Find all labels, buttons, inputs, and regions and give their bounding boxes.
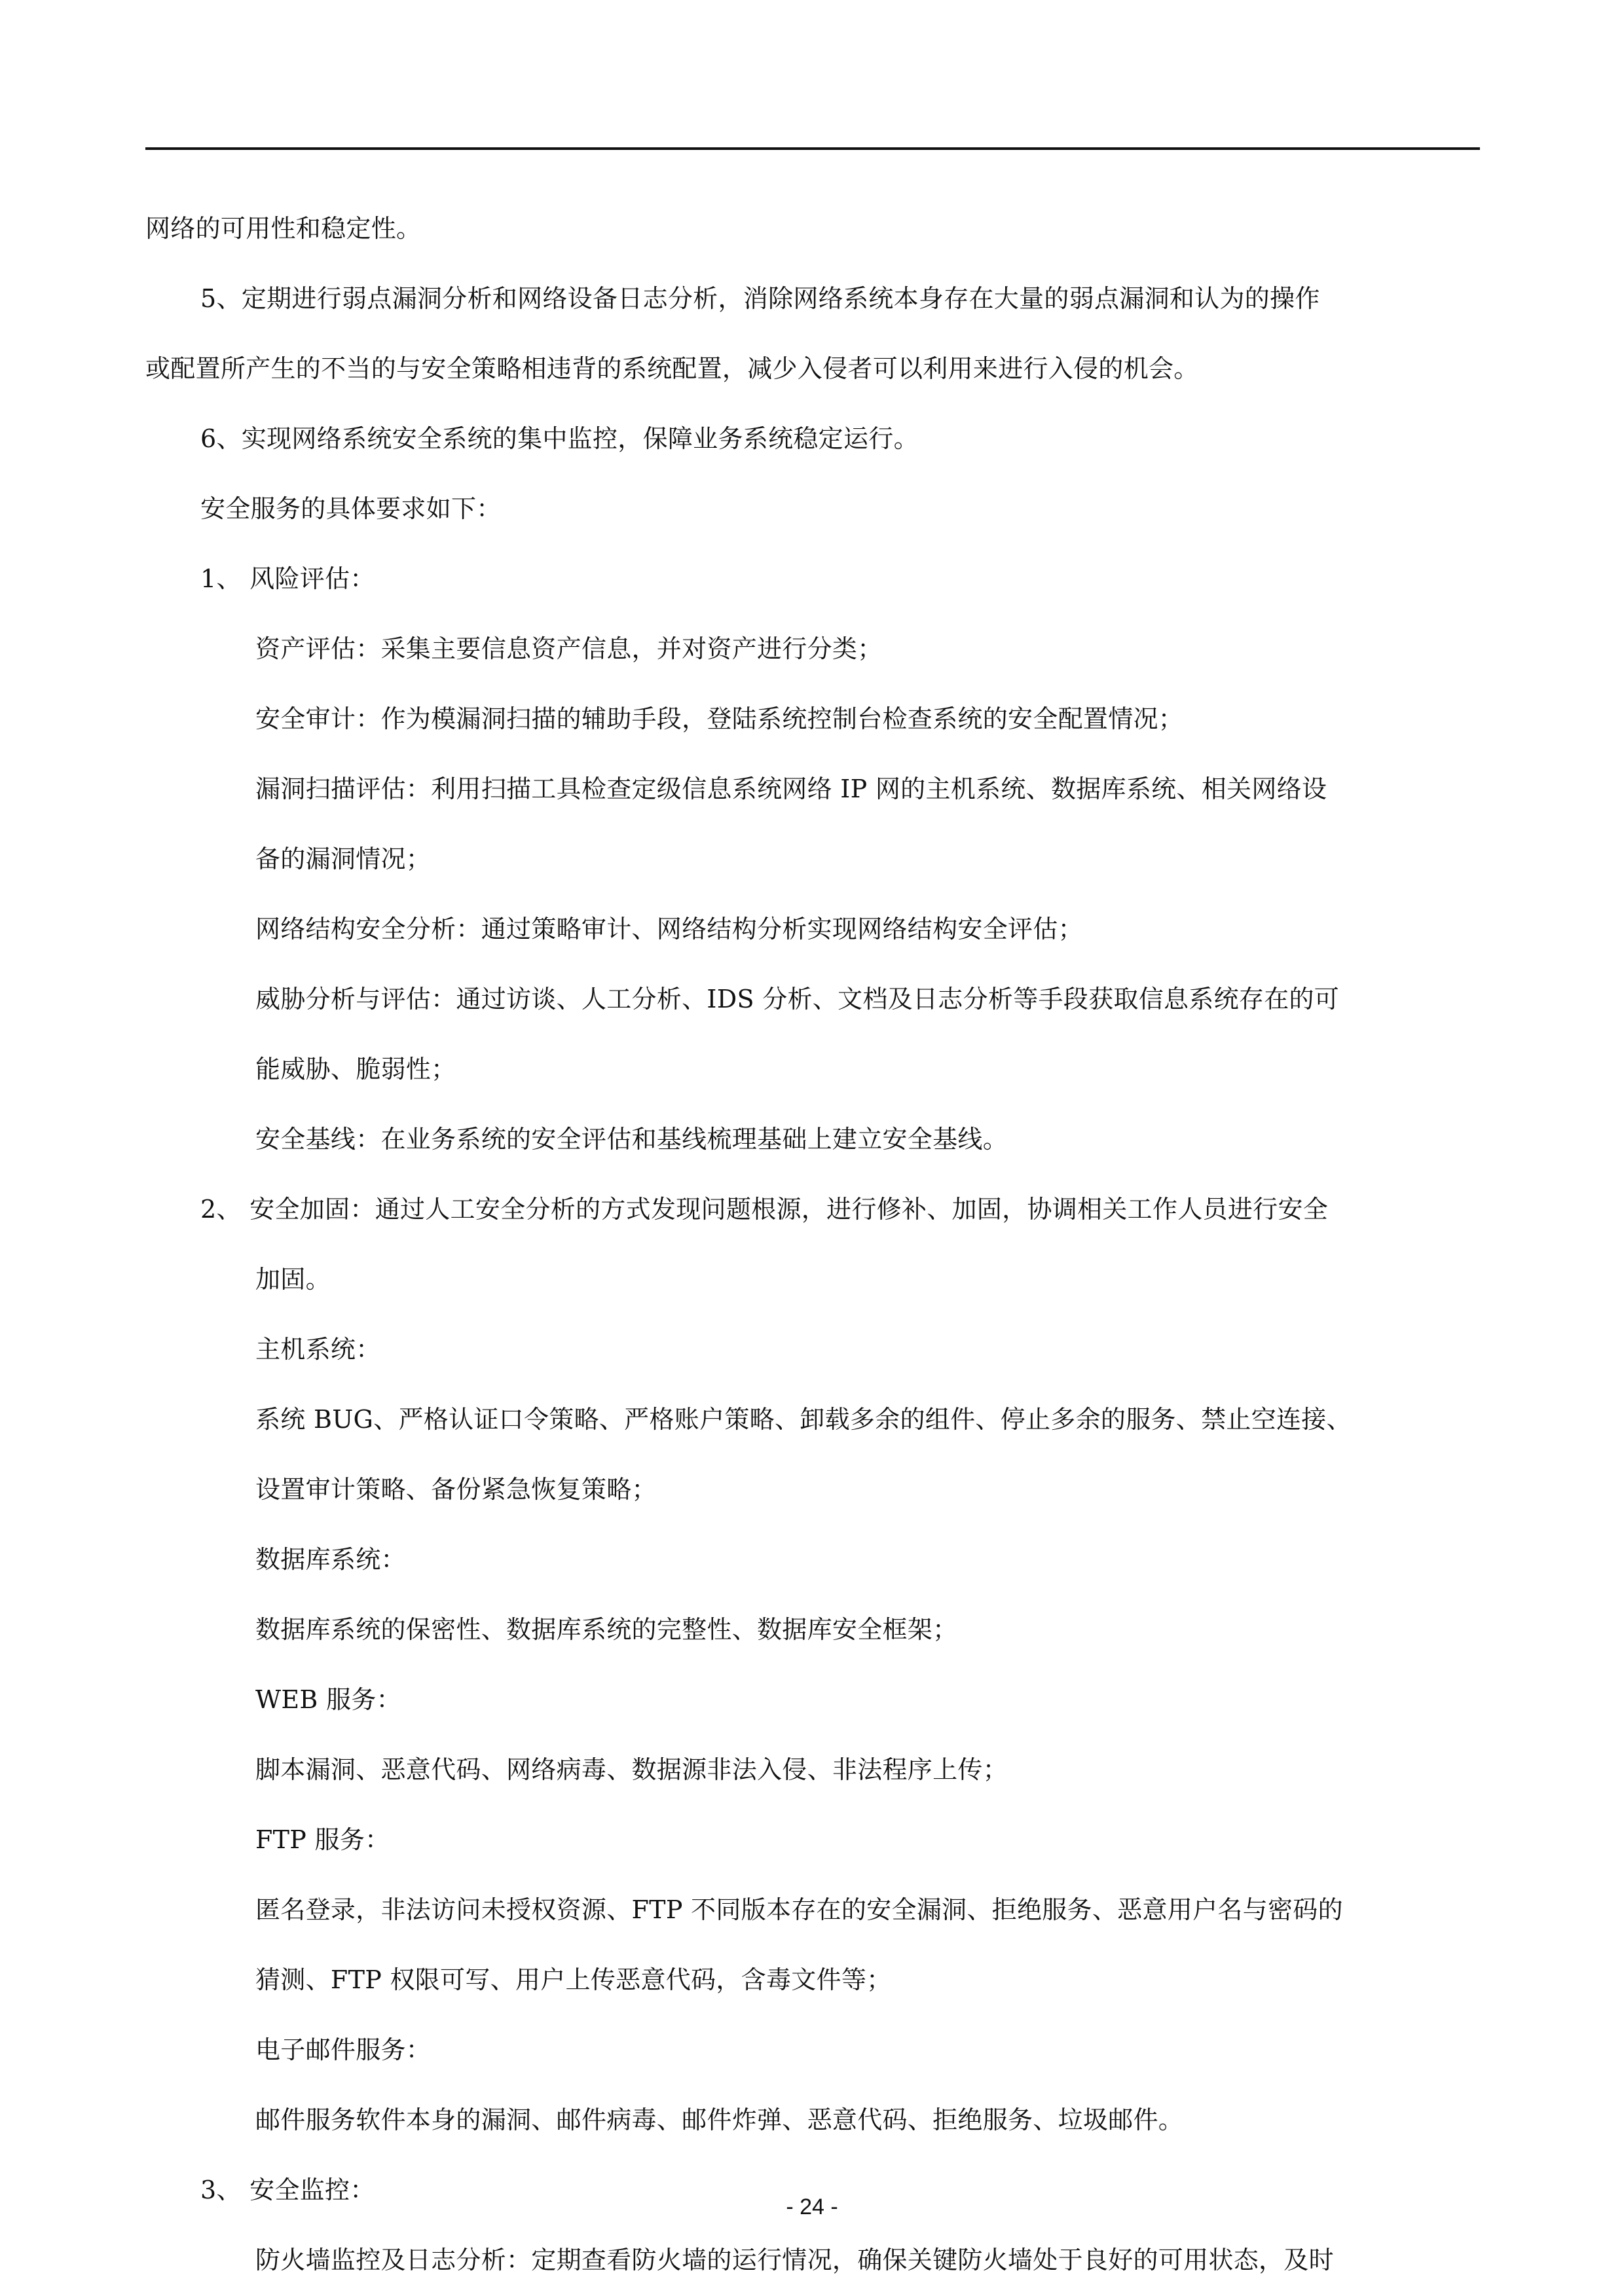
paragraph-line: 防火墙监控及日志分析：定期查看防火墙的运行情况，确保关键防火墙处于良好的可用状态，及时 [255, 2246, 1334, 2274]
paragraph-line: 脚本漏洞、恶意代码、网络病毒、数据源非法入侵、非法程序上传； [255, 1755, 1008, 1784]
paragraph-line: 2、 安全加固：通过人工安全分析的方式发现问题根源，进行修补、加固，协调相关工作人员进行安全 [200, 1195, 1329, 1224]
paragraph-line: 猜测、FTP 权限可写、用户上传恶意代码，含毒文件等； [255, 1965, 892, 1994]
paragraph-line: 匿名登录，非法访问未授权资源、FTP 不同版本存在的安全漏洞、拒绝服务、恶意用户名与密码的 [255, 1895, 1343, 1924]
paragraph-line: 系统 BUG、严格认证口令策略、严格账户策略、卸载多余的组件、停止多余的服务、禁止空连接、 [255, 1405, 1352, 1434]
header-rule [145, 147, 1480, 150]
paragraph-line: 备的漏洞情况； [255, 845, 432, 873]
paragraph-line: WEB 服务： [255, 1685, 401, 1714]
paragraph-line: 网络结构安全分析：通过策略审计、网络结构分析实现网络结构安全评估； [255, 915, 1083, 943]
paragraph-line: 安全服务的具体要求如下： [200, 494, 502, 523]
paragraph-line: 威胁分析与评估：通过访谈、人工分析、IDS 分析、文档及日志分析等手段获取信息系统存在的可 [255, 985, 1340, 1013]
paragraph-line: 数据库系统的保密性、数据库系统的完整性、数据库安全框架； [255, 1615, 958, 1644]
paragraph-line: 1、 风险评估： [200, 564, 375, 593]
paragraph-line: 5、定期进行弱点漏洞分析和网络设备日志分析，消除网络系统本身存在大量的弱点漏洞和认为的操作 [200, 284, 1320, 313]
paragraph-line: 漏洞扫描评估：利用扫描工具检查定级信息系统网络 IP 网的主机系统、数据库系统、相关网络设 [255, 774, 1327, 803]
paragraph-line: 主机系统： [255, 1335, 381, 1364]
page-number: - 24 - [786, 2195, 838, 2219]
paragraph-line: 安全审计：作为模漏洞扫描的辅助手段，登陆系统控制台检查系统的安全配置情况； [255, 704, 1184, 733]
paragraph-line: 网络的可用性和稳定性。 [145, 214, 422, 243]
paragraph-line: 设置审计策略、备份紧急恢复策略； [255, 1475, 657, 1504]
paragraph-line: 电子邮件服务： [255, 2035, 432, 2064]
paragraph-line: FTP 服务： [255, 1825, 390, 1854]
paragraph-line: 安全基线：在业务系统的安全评估和基线梳理基础上建立安全基线。 [255, 1125, 1008, 1154]
paragraph-line: 能威胁、脆弱性； [255, 1055, 456, 1084]
paragraph-line: 数据库系统： [255, 1545, 406, 1574]
paragraph-line: 邮件服务软件本身的漏洞、邮件病毒、邮件炸弹、恶意代码、拒绝服务、垃圾邮件。 [255, 2105, 1184, 2134]
paragraph-line: 或配置所产生的不当的与安全策略相违背的系统配置，减少入侵者可以利用来进行入侵的机会。 [145, 354, 1199, 383]
paragraph-line: 资产评估：采集主要信息资产信息，并对资产进行分类； [255, 634, 883, 663]
paragraph-line: 3、 安全监控： [200, 2176, 375, 2204]
paragraph-line: 6、实现网络系统安全系统的集中监控，保障业务系统稳定运行。 [200, 424, 919, 453]
document-body [145, 194, 1488, 2295]
paragraph-line: 加固。 [255, 1265, 331, 1294]
